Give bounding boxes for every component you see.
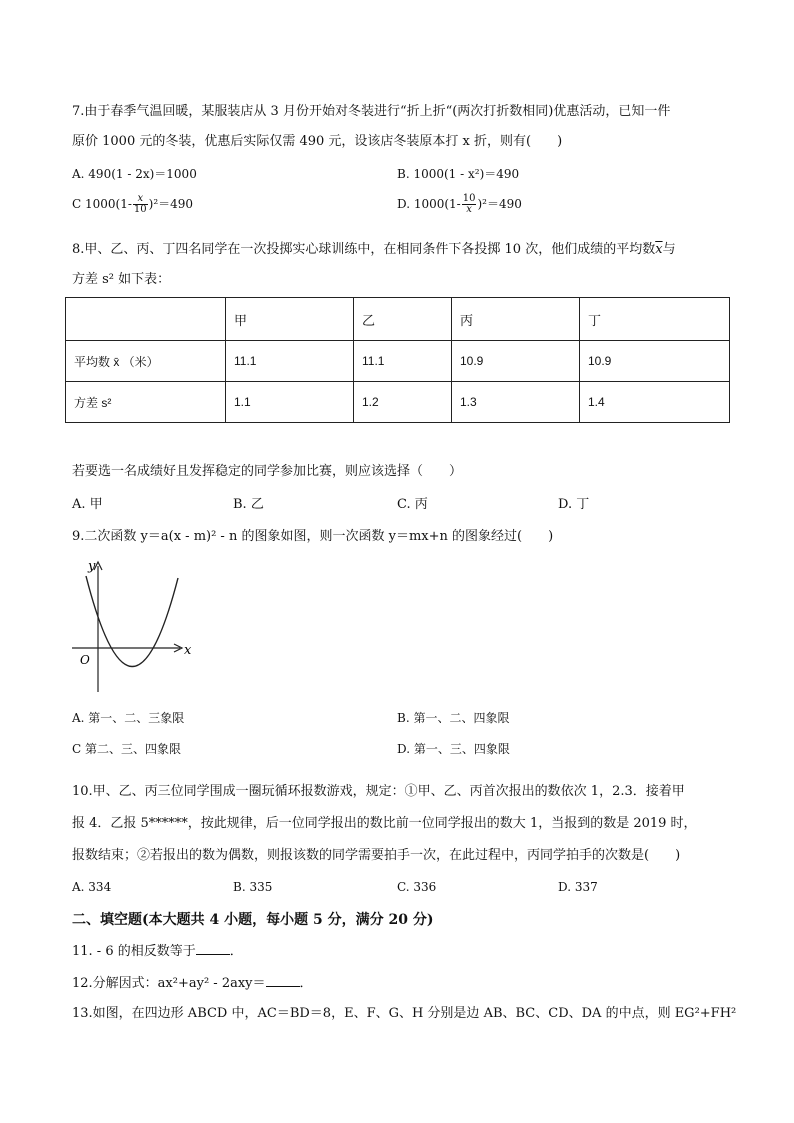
q7-option-a: A. 490(1 - 2x)＝1000 — [72, 167, 197, 181]
q8-score-table — [65, 297, 730, 423]
q10-stem-line1: 10.甲、乙、丙三位同学围成一圈玩循环报数游戏，规定：①甲、乙、丙首次报出的数依次 1，2.3．接着甲 — [72, 784, 685, 799]
q13-stem-line1: 13.如图，在四边形 ABCD 中，AC＝BD＝8，E、F、G、H 分别是边 AB、BC、CD、DA 的中点，则 EG²+FH² — [72, 1006, 737, 1021]
q8-question: 若要选一名成绩好且发挥稳定的同学参加比赛，则应该选择（ ） — [72, 464, 463, 479]
table-cell: 1.2 — [354, 382, 452, 423]
q8-option-a: A. 甲 — [72, 497, 103, 512]
parabola-curve — [86, 576, 178, 667]
q9-option-a: A. 第一、二、三象限 — [72, 711, 185, 725]
q10-stem-line3: 报数结束；②若报出的数为偶数，则报该数的同学需要拍手一次，在此过程中，丙同学拍手的次数是( ) — [72, 848, 681, 863]
q11-end: ． — [229, 944, 243, 959]
origin-label: O — [80, 653, 90, 667]
q7-option-c-post: )²＝490 — [148, 197, 194, 211]
table-row-label: 平均数 x̄ （米） — [66, 341, 226, 382]
q8-stem-line1 — [72, 241, 676, 259]
section-heading-fill-blank: 二、填空题(本大题共 4 小题，每小题 5 分，满分 20 分) — [72, 912, 434, 928]
q9-option-d: D. 第一、三、四象限 — [397, 742, 510, 756]
table-row — [66, 341, 730, 382]
q10-option-c: C. 336 — [397, 880, 437, 894]
q10-option-a: A. 334 — [72, 880, 112, 894]
q7-option-b: B. 1000(1 - x²)＝490 — [397, 167, 520, 181]
table-header-cell: 丁 — [580, 298, 730, 341]
q11-answer-blank[interactable] — [196, 942, 230, 955]
table-header-row — [66, 298, 730, 341]
table-row-label: 方差 s² — [66, 382, 226, 423]
q7-option-c-numerator: x — [133, 194, 148, 205]
table-header-cell — [66, 298, 226, 341]
table-cell: 1.4 — [580, 382, 730, 423]
y-axis-label: y — [88, 559, 96, 574]
q9-option-b: B. 第一、二、四象限 — [397, 711, 510, 725]
q8-option-c: C. 丙 — [397, 497, 428, 512]
q7-option-c-denominator: 10 — [133, 204, 147, 215]
q11-text: 11. - 6 的相反数等于 — [72, 944, 196, 959]
q11-stem — [72, 942, 243, 961]
x-axis-label: x — [184, 643, 192, 658]
q12-text: 12.分解因式：ax²+ay² - 2axy＝ — [72, 976, 266, 991]
q10-option-d: D. 337 — [558, 880, 598, 894]
table-row — [66, 382, 730, 423]
table-header-cell: 丙 — [452, 298, 580, 341]
q7-stem-line2: 原价 1000 元的冬装，优惠后实际仅需 490 元，设该店冬装原本打 x 折，则有( ) — [72, 134, 563, 149]
table-cell: 1.3 — [452, 382, 580, 423]
q7-option-d-denominator: x — [466, 204, 472, 215]
q7-option-d — [397, 194, 522, 215]
q7-option-d-post: )²＝490 — [477, 197, 522, 211]
q7-option-d-numerator: 10 — [462, 193, 476, 204]
q9-option-c: C 第二、三、四象限 — [72, 742, 181, 756]
table-cell: 11.1 — [226, 341, 354, 382]
q9-stem: 9.二次函数 y＝a(x - m)² - n 的图象如图，则一次函数 y＝mx+n 的图象经过( ) — [72, 529, 554, 544]
q7-option-d-fraction — [462, 194, 477, 215]
q7-stem-line1: 7.由于春季气温回暖，某服装店从 3 月份开始对冬装进行“折上折“(两次打折数相同)优惠活动，已知一件 — [72, 104, 671, 119]
q12-end: ． — [299, 976, 313, 991]
table-header-cell: 乙 — [354, 298, 452, 341]
q12-stem — [72, 974, 313, 993]
table-cell: 10.9 — [580, 341, 730, 382]
q10-stem-line2: 报 4．乙报 5******，按此规律，后一位同学报出的数比前一位同学报出的数大 1，当报到的数是 2019 时， — [72, 816, 697, 831]
q8-option-b: B. 乙 — [233, 497, 264, 512]
table-cell: 11.1 — [354, 341, 452, 382]
q7-option-c — [72, 194, 193, 215]
table-cell: 10.9 — [452, 341, 580, 382]
q7-option-d-pre: D. 1000(1- — [397, 197, 461, 211]
q12-answer-blank[interactable] — [266, 974, 300, 987]
q10-option-b: B. 335 — [233, 880, 273, 894]
q8-stem-line2: 方差 s² 如下表： — [72, 272, 171, 287]
q7-option-c-pre: C 1000(1- — [72, 197, 132, 211]
q8-option-d: D. 丁 — [558, 497, 590, 512]
q8-mean-symbol: $\overline{x}$ — [655, 242, 663, 257]
q7-option-c-fraction — [133, 194, 148, 215]
q8-stem-line1-text: 8.甲、乙、丙、丁四名同学在一次投掷实心球训练中，在相同条件下各投掷 10 次，他们成绩的平均数 — [72, 242, 656, 257]
table-cell: 1.1 — [226, 382, 354, 423]
q8-stem-line1-end: 与 — [662, 242, 676, 257]
q9-parabola-graph — [66, 556, 196, 692]
table-header-cell: 甲 — [226, 298, 354, 341]
